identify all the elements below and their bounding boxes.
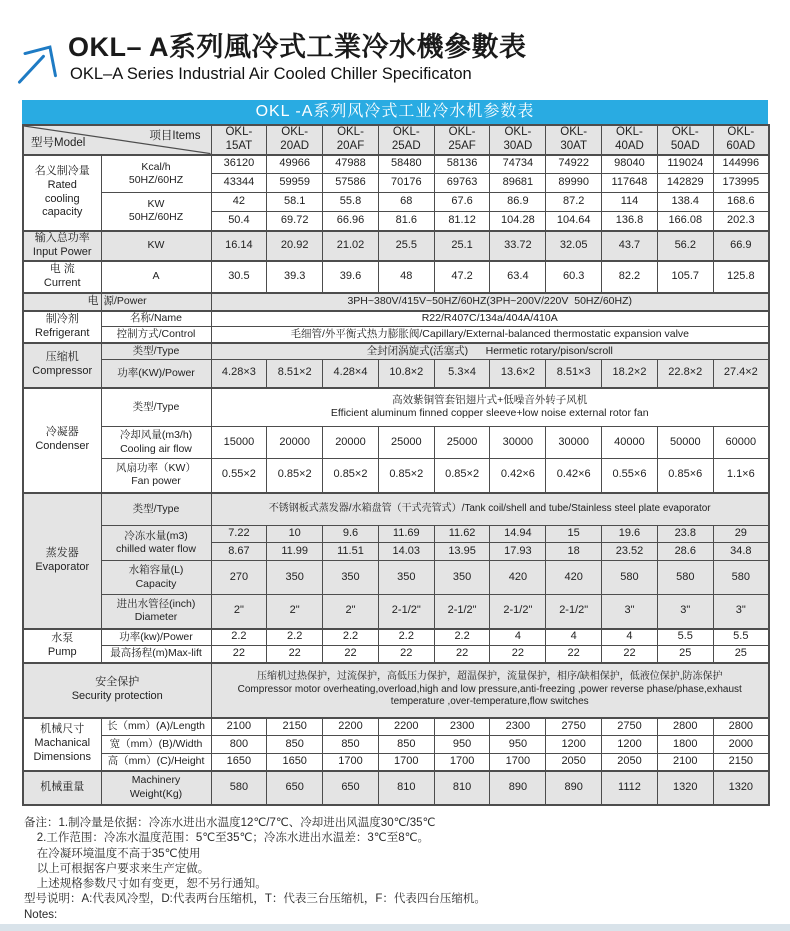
table-corner-cell	[23, 125, 211, 155]
value-cell: 1650	[211, 754, 267, 771]
table-row	[23, 459, 769, 493]
category-evaporator: 蒸发器 Evaporator	[23, 493, 101, 629]
model-header-cell: OKL- 20AD	[267, 125, 323, 155]
value-cell: 580	[713, 561, 769, 595]
value-cell: 173995	[713, 174, 769, 193]
value-cell: 350	[267, 561, 323, 595]
value-cell: 28.6	[657, 543, 713, 561]
value-cell: 22	[602, 646, 658, 663]
table-row	[23, 327, 769, 343]
corner-model-label: 型号Model	[31, 137, 86, 150]
value-cell: 39.3	[267, 261, 323, 293]
model-header-cell: OKL- 50AD	[657, 125, 713, 155]
value-cell: 950	[490, 736, 546, 754]
value-cell: 3"	[602, 595, 658, 629]
value-cell: 4.28×3	[211, 360, 267, 388]
value-cell: 2-1/2"	[546, 595, 602, 629]
value-cell: 60.3	[546, 261, 602, 293]
item-label: 类型/Type	[101, 493, 211, 526]
value-cell: 22.8×2	[657, 360, 713, 388]
note-line: 备注：1.制冷量是依据：冷冻水进出水温度12℃/7℃、冷却进出风温度30℃/35℃	[24, 817, 436, 829]
value-cell: 0.55×2	[211, 459, 267, 493]
table-row	[23, 155, 769, 174]
value-cell: 27.4×2	[713, 360, 769, 388]
value-cell: 0.85×2	[323, 459, 379, 493]
model-header-cell: OKL- 40AD	[602, 125, 658, 155]
value-cell: 850	[267, 736, 323, 754]
value-cell: 21.02	[323, 231, 379, 261]
value-cell: 2-1/2"	[434, 595, 490, 629]
value-cell: 98040	[602, 155, 658, 174]
value-cell: 49966	[267, 155, 323, 174]
merged-value-cell: R22/R407C/134a/404A/410A	[211, 311, 769, 327]
value-cell: 420	[546, 561, 602, 595]
note-line: 型号说明：A:代表风冷型，D:代表两台压缩机，T：代表三台压缩机，F：代表四台压缩机。	[24, 893, 486, 906]
value-cell: 2.2	[378, 629, 434, 646]
value-cell: 22	[211, 646, 267, 663]
table-row	[23, 388, 769, 427]
value-cell: 119024	[657, 155, 713, 174]
value-cell: 4	[546, 629, 602, 646]
value-cell: 1320	[657, 771, 713, 805]
value-cell: 30000	[490, 427, 546, 459]
value-cell: 2-1/2"	[378, 595, 434, 629]
model-header-cell: OKL- 25AF	[434, 125, 490, 155]
item-label: KW 50HZ/60HZ	[101, 193, 211, 231]
value-cell: 11.51	[323, 543, 379, 561]
value-cell: 36120	[211, 155, 267, 174]
value-cell: 42	[211, 193, 267, 212]
value-cell: 800	[211, 736, 267, 754]
value-cell: 1700	[490, 754, 546, 771]
value-cell: 2300	[434, 718, 490, 736]
value-cell: 1800	[657, 736, 713, 754]
table-row	[23, 754, 769, 771]
value-cell: 2150	[713, 754, 769, 771]
value-cell: 2"	[267, 595, 323, 629]
value-cell: 32.05	[546, 231, 602, 261]
table-row	[23, 360, 769, 388]
value-cell: 56.2	[657, 231, 713, 261]
merged-value-cell: 压缩机过热保护，过流保护，高低压力保护，超温保护，流量保护，相序/缺相保护，低液位保护,防冻保护 Compressor motor overheating,overload,high and low pressure,anti-freezing ,power reverse phase/phase,exhaust temperature ,over-temperature,flow switches	[211, 663, 769, 718]
value-cell: 69.72	[267, 212, 323, 231]
item-label: A	[101, 261, 211, 293]
item-label: 名称/Name	[101, 311, 211, 327]
value-cell: 15	[546, 526, 602, 543]
value-cell: 2.2	[267, 629, 323, 646]
note-line: 2.工作范围：冷冻水温度范围：5℃至35℃；冷冻水进出水温差：3℃至8℃。	[24, 832, 430, 845]
value-cell: 15000	[211, 427, 267, 459]
value-cell: 47988	[323, 155, 379, 174]
value-cell: 13.6×2	[490, 360, 546, 388]
value-cell: 39.6	[323, 261, 379, 293]
category-mechanical-dimensions: 机械尺寸 Machanical Dimensions	[23, 718, 101, 771]
value-cell: 14.03	[378, 543, 434, 561]
value-cell: 850	[378, 736, 434, 754]
footer-bar	[0, 924, 790, 931]
item-label: 类型/Type	[101, 388, 211, 427]
table-row	[23, 311, 769, 327]
value-cell: 2150	[267, 718, 323, 736]
category-rated-cooling-capacity: 名义制冷量 Rated cooling capacity	[23, 155, 101, 231]
item-label: 风扇功率（KW） Fan power	[101, 459, 211, 493]
value-cell: 63.4	[490, 261, 546, 293]
value-cell: 2000	[713, 736, 769, 754]
value-cell: 166.08	[657, 212, 713, 231]
table-row	[23, 771, 769, 805]
table-row	[23, 261, 769, 293]
value-cell: 34.8	[713, 543, 769, 561]
value-cell: 890	[546, 771, 602, 805]
value-cell: 144996	[713, 155, 769, 174]
note-line: Notes:	[24, 908, 58, 921]
value-cell: 22	[378, 646, 434, 663]
value-cell: 114	[602, 193, 658, 212]
value-cell: 58136	[434, 155, 490, 174]
spec-table	[22, 124, 770, 806]
value-cell: 117648	[602, 174, 658, 193]
value-cell: 22	[490, 646, 546, 663]
model-header-cell: OKL- 30AD	[490, 125, 546, 155]
value-cell: 0.42×6	[490, 459, 546, 493]
value-cell: 48	[378, 261, 434, 293]
category-pump: 水泵 Pump	[23, 629, 101, 663]
item-label: 功率(kw)/Power	[101, 629, 211, 646]
value-cell: 350	[323, 561, 379, 595]
table-row	[23, 493, 769, 526]
table-row	[23, 629, 769, 646]
value-cell: 2100	[657, 754, 713, 771]
value-cell: 5.5	[713, 629, 769, 646]
note-line: 在冷凝环境温度不高于35℃使用	[24, 847, 201, 860]
value-cell: 3"	[713, 595, 769, 629]
value-cell: 0.85×2	[434, 459, 490, 493]
item-label: 冷冻水量(m3) chilled water flow	[101, 526, 211, 561]
value-cell: 890	[490, 771, 546, 805]
value-cell: 43.7	[602, 231, 658, 261]
page-subtitle: OKL–A Series Industrial Air Cooled Chiller Specificaton	[70, 65, 472, 84]
value-cell: 25	[713, 646, 769, 663]
item-label: 长（mm）(A)/Length	[101, 718, 211, 736]
value-cell: 850	[323, 736, 379, 754]
value-cell: 2300	[490, 718, 546, 736]
item-label: 最高扬程(m)Max-lift	[101, 646, 211, 663]
item-label: 进出水管径(inch) Diameter	[101, 595, 211, 629]
value-cell: 82.2	[602, 261, 658, 293]
arrow-logo-icon	[13, 36, 61, 84]
value-cell: 30000	[546, 427, 602, 459]
notes-section	[24, 816, 768, 923]
value-cell: 9.6	[323, 526, 379, 543]
value-cell: 0.85×2	[267, 459, 323, 493]
value-cell: 25.5	[378, 231, 434, 261]
table-title-bar: OKL -A系列风冷式工业冷水机参数表	[22, 100, 768, 124]
model-header-cell: OKL- 60AD	[713, 125, 769, 155]
value-cell: 580	[657, 561, 713, 595]
item-label: KW	[101, 231, 211, 261]
value-cell: 17.93	[490, 543, 546, 561]
value-cell: 2"	[211, 595, 267, 629]
value-cell: 1112	[602, 771, 658, 805]
value-cell: 22	[323, 646, 379, 663]
category-input-power: 输入总功率 Input Power	[23, 231, 101, 261]
value-cell: 50000	[657, 427, 713, 459]
value-cell: 68	[378, 193, 434, 212]
value-cell: 58480	[378, 155, 434, 174]
value-cell: 22	[546, 646, 602, 663]
value-cell: 4.28×4	[323, 360, 379, 388]
item-label: 控制方式/Control	[101, 327, 211, 343]
value-cell: 1700	[323, 754, 379, 771]
value-cell: 1320	[713, 771, 769, 805]
value-cell: 0.55×6	[602, 459, 658, 493]
note-line: 上述规格参数尺寸如有变更，恕不另行通知。	[24, 878, 267, 891]
value-cell: 1200	[546, 736, 602, 754]
model-header-cell: OKL- 20AF	[323, 125, 379, 155]
item-label: 源/Power	[101, 293, 211, 311]
table-row	[23, 125, 769, 155]
value-cell: 2.2	[323, 629, 379, 646]
value-cell: 2-1/2"	[490, 595, 546, 629]
value-cell: 60000	[713, 427, 769, 459]
model-header-cell: OKL- 25AD	[378, 125, 434, 155]
table-row	[23, 231, 769, 261]
value-cell: 14.94	[490, 526, 546, 543]
category-refrigerant: 制冷剂 Refrigerant	[23, 311, 101, 343]
value-cell: 810	[434, 771, 490, 805]
merged-value-cell: 3PH~380V/415V~50HZ/60HZ(3PH~200V/220V 50HZ/60HZ)	[211, 293, 769, 311]
merged-value-cell: 不锈钢板式蒸发器/水箱盘管（干式壳管式）/Tank coil/shell and tube/Stainless steel plate evaporator	[211, 493, 769, 526]
category-current: 电 流 Current	[23, 261, 101, 293]
value-cell: 4	[602, 629, 658, 646]
value-cell: 59959	[267, 174, 323, 193]
table-row	[23, 736, 769, 754]
value-cell: 950	[434, 736, 490, 754]
value-cell: 23.52	[602, 543, 658, 561]
value-cell: 270	[211, 561, 267, 595]
category-compressor: 压缩机 Compressor	[23, 343, 101, 388]
spec-table-container	[22, 100, 768, 806]
value-cell: 4	[490, 629, 546, 646]
value-cell: 350	[378, 561, 434, 595]
item-label: 类型/Type	[101, 343, 211, 360]
value-cell: 420	[490, 561, 546, 595]
value-cell: 86.9	[490, 193, 546, 212]
item-label: Kcal/h 50HZ/60HZ	[101, 155, 211, 193]
value-cell: 20.92	[267, 231, 323, 261]
value-cell: 19.6	[602, 526, 658, 543]
page-header	[13, 32, 527, 85]
value-cell: 74922	[546, 155, 602, 174]
value-cell: 22	[434, 646, 490, 663]
item-label: 功率(KW)/Power	[101, 360, 211, 388]
value-cell: 25000	[434, 427, 490, 459]
spec-table-body	[23, 125, 769, 805]
value-cell: 2750	[546, 718, 602, 736]
value-cell: 67.6	[434, 193, 490, 212]
value-cell: 8.51×2	[267, 360, 323, 388]
value-cell: 8.67	[211, 543, 267, 561]
value-cell: 22	[267, 646, 323, 663]
table-row	[23, 526, 769, 543]
value-cell: 1200	[602, 736, 658, 754]
value-cell: 81.12	[434, 212, 490, 231]
table-row	[23, 427, 769, 459]
value-cell: 11.62	[434, 526, 490, 543]
value-cell: 105.7	[657, 261, 713, 293]
value-cell: 2050	[546, 754, 602, 771]
value-cell: 2800	[657, 718, 713, 736]
value-cell: 650	[323, 771, 379, 805]
value-cell: 650	[267, 771, 323, 805]
value-cell: 10.8×2	[378, 360, 434, 388]
value-cell: 57586	[323, 174, 379, 193]
value-cell: 1700	[378, 754, 434, 771]
value-cell: 33.72	[490, 231, 546, 261]
value-cell: 18	[546, 543, 602, 561]
value-cell: 136.8	[602, 212, 658, 231]
value-cell: 66.9	[713, 231, 769, 261]
value-cell: 2200	[323, 718, 379, 736]
value-cell: 20000	[267, 427, 323, 459]
value-cell: 40000	[602, 427, 658, 459]
model-header-cell: OKL- 30AT	[546, 125, 602, 155]
value-cell: 104.28	[490, 212, 546, 231]
value-cell: 47.2	[434, 261, 490, 293]
value-cell: 89990	[546, 174, 602, 193]
table-row	[23, 561, 769, 595]
value-cell: 30.5	[211, 261, 267, 293]
value-cell: 23.8	[657, 526, 713, 543]
value-cell: 1700	[434, 754, 490, 771]
item-label: 宽（mm）(B)/Width	[101, 736, 211, 754]
value-cell: 2.2	[434, 629, 490, 646]
value-cell: 11.69	[378, 526, 434, 543]
value-cell: 125.8	[713, 261, 769, 293]
value-cell: 5.5	[657, 629, 713, 646]
value-cell: 2750	[602, 718, 658, 736]
value-cell: 2800	[713, 718, 769, 736]
item-label: 冷却风量(m3/h) Cooling air flow	[101, 427, 211, 459]
value-cell: 350	[434, 561, 490, 595]
value-cell: 2.2	[211, 629, 267, 646]
category-power-source: 电	[23, 293, 101, 311]
value-cell: 87.2	[546, 193, 602, 212]
value-cell: 0.85×2	[378, 459, 434, 493]
value-cell: 7.22	[211, 526, 267, 543]
value-cell: 69763	[434, 174, 490, 193]
value-cell: 10	[267, 526, 323, 543]
value-cell: 3"	[657, 595, 713, 629]
table-row	[23, 646, 769, 663]
value-cell: 0.85×6	[657, 459, 713, 493]
page-title: OKL– A系列風冷式工業冷水機參數表	[68, 32, 527, 62]
value-cell: 2"	[323, 595, 379, 629]
note-line: 以上可根据客户要求来生产定做。	[24, 862, 210, 875]
value-cell: 74734	[490, 155, 546, 174]
value-cell: 50.4	[211, 212, 267, 231]
value-cell: 25	[657, 646, 713, 663]
table-row	[23, 718, 769, 736]
value-cell: 81.6	[378, 212, 434, 231]
value-cell: 8.51×3	[546, 360, 602, 388]
value-cell: 138.4	[657, 193, 713, 212]
value-cell: 89681	[490, 174, 546, 193]
value-cell: 5.3×4	[434, 360, 490, 388]
value-cell: 66.96	[323, 212, 379, 231]
title-block	[68, 32, 527, 85]
table-row	[23, 595, 769, 629]
value-cell: 1650	[267, 754, 323, 771]
corner-items-label: 项目Items	[149, 130, 201, 142]
value-cell: 70176	[378, 174, 434, 193]
table-row	[23, 293, 769, 311]
table-row	[23, 663, 769, 718]
value-cell: 810	[378, 771, 434, 805]
category-machinery-weight: 机械重量	[23, 771, 101, 805]
value-cell: 202.3	[713, 212, 769, 231]
model-header-cell: OKL- 15AT	[211, 125, 267, 155]
value-cell: 16.14	[211, 231, 267, 261]
item-label: 水箱容量(L) Capacity	[101, 561, 211, 595]
value-cell: 580	[602, 561, 658, 595]
item-label: 高（mm）(C)/Height	[101, 754, 211, 771]
value-cell: 168.6	[713, 193, 769, 212]
value-cell: 58.1	[267, 193, 323, 212]
value-cell: 1.1×6	[713, 459, 769, 493]
value-cell: 2050	[602, 754, 658, 771]
value-cell: 2200	[378, 718, 434, 736]
value-cell: 25.1	[434, 231, 490, 261]
table-row	[23, 193, 769, 212]
value-cell: 29	[713, 526, 769, 543]
value-cell: 580	[211, 771, 267, 805]
merged-value-cell: 高效紫铜管套铝翅片式+低噪音外转子风机 Efficient aluminum finned copper sleeve+low noise external rotor fan	[211, 388, 769, 427]
value-cell: 55.8	[323, 193, 379, 212]
category-security-protection: 安全保护 Security protection	[23, 663, 211, 718]
table-row	[23, 343, 769, 360]
value-cell: 25000	[378, 427, 434, 459]
value-cell: 18.2×2	[602, 360, 658, 388]
item-label: Machinery Weight(Kg)	[101, 771, 211, 805]
value-cell: 20000	[323, 427, 379, 459]
value-cell: 104.64	[546, 212, 602, 231]
value-cell: 11.99	[267, 543, 323, 561]
merged-value-cell: 毛细管/外平衡式热力膨胀阀/Capillary/External-balanced thermostatic expansion valve	[211, 327, 769, 343]
value-cell: 142829	[657, 174, 713, 193]
value-cell: 2100	[211, 718, 267, 736]
value-cell: 13.95	[434, 543, 490, 561]
category-condenser: 冷凝器 Condenser	[23, 388, 101, 493]
value-cell: 0.42×6	[546, 459, 602, 493]
value-cell: 43344	[211, 174, 267, 193]
merged-value-cell: 全封闭涡旋式(活塞式) Hermetic rotary/pison/scroll	[211, 343, 769, 360]
